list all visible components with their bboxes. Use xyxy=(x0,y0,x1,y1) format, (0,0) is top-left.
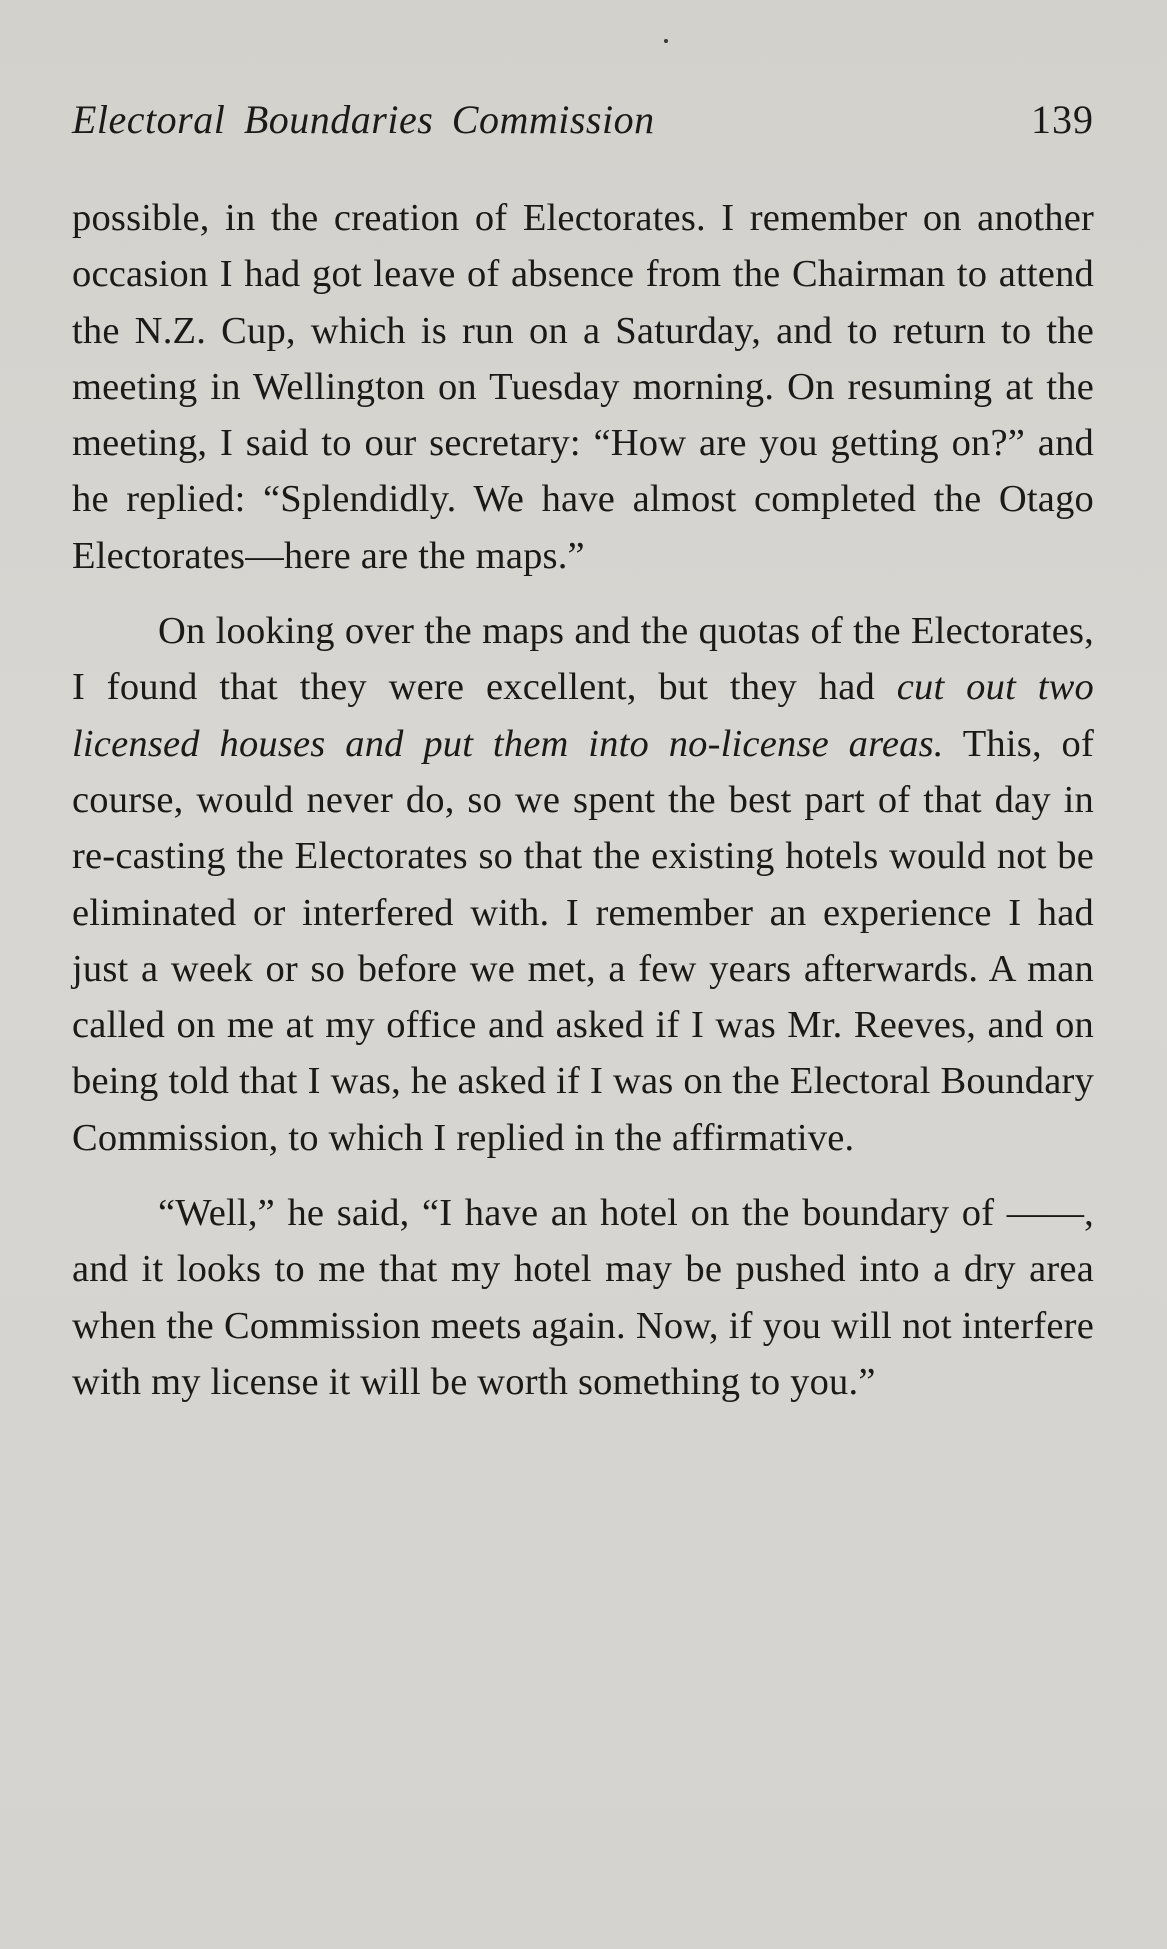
running-title: Electoral Boundaries Commission xyxy=(72,97,655,142)
paragraph-text: “Well,” he said, “I have an hotel on the boundary of ——, and it looks to me that my hotel may be pushed into a dry area when the Commission meets again. Now, if you will not interfere with my license it will be worth something to you.” xyxy=(72,1192,1094,1403)
italic-phrase: cut out two licensed houses and put them into no-license areas. xyxy=(72,666,1094,765)
running-head xyxy=(72,96,1094,146)
paragraph-3 xyxy=(72,1185,1094,1410)
ink-speck xyxy=(664,39,668,43)
page-number: 139 xyxy=(1031,97,1094,142)
body-text xyxy=(72,190,1094,1410)
paragraph-2 xyxy=(72,603,1094,1166)
paragraph-text: possible, in the creation of Electorates. I remember on another occasion I had got leave of absence from the Chairman to attend the N.Z. Cup, which is run on a Saturday, and to return to the meeting in Wellington on Tuesday morning. On resuming at the meeting, I said to our secretary: “How are you getting on?” and he replied: “Splendidly. We have almost completed the Otago Electorates—here are the maps.” xyxy=(72,197,1094,577)
paragraph-text: This, of course, would never do, so we spent the best part of that day in re-casting the Electorates so that the existing hotels would not be eliminated or interfered with. I remember an experience I had just a week or so before we met, a few years afterwards. A man called on me at my office and asked if I was Mr. Reeves, and on being told that I was, he asked if I was on the Electoral Boundary Commission, to which I replied in the affirmative. xyxy=(72,722,1094,1159)
paragraph-1 xyxy=(72,190,1094,584)
paragraph-text: On looking over the maps and the quotas of the Electorates, I found that they were excellent, but they had xyxy=(72,610,1094,709)
